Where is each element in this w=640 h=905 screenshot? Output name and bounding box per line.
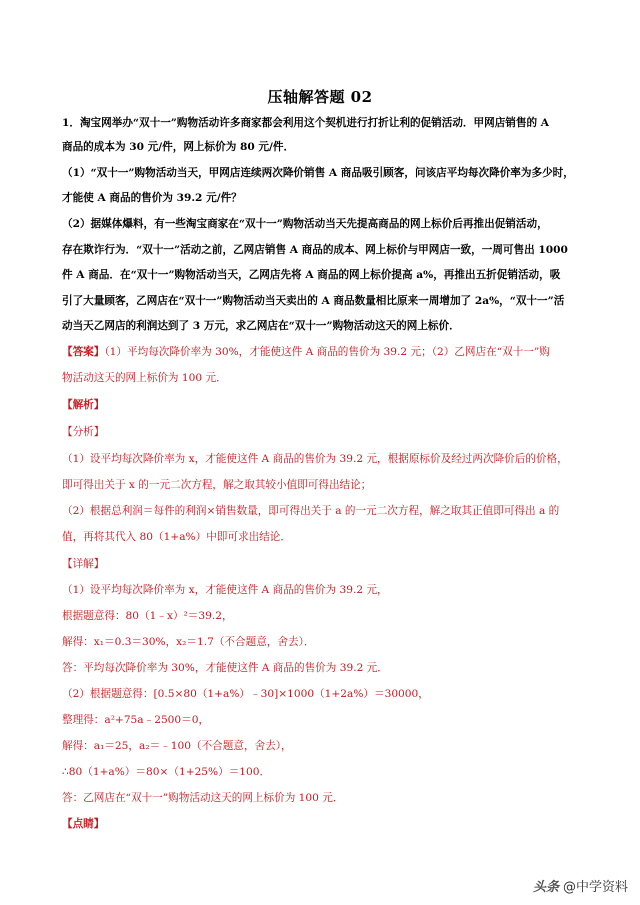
solution-line: （1）设平均每次降价率为 x，才能使这件 A 商品的售价为 39.2 元，: [62, 584, 388, 596]
page-title: 压轴解答题 02: [267, 88, 373, 106]
xiangjie-tag: 【详解】: [62, 558, 105, 570]
problem-line: 商品的成本为 30 元/件，网上标价为 80 元/件．: [62, 141, 295, 153]
problem-line: 件 A 商品．在“双十一”购物活动当天，乙网店先将 A 商品的网上标价提高 a%，再推出五折促销活动，吸: [62, 269, 561, 281]
solution-line: （2）根据题意得：[0.5×80（1+a%）﹣30]×1000（1+2a%）＝30000，: [62, 688, 429, 700]
problem-line: 1．淘宝网举办“双十一”购物活动许多商家都会利用这个契机进行打折让利的促销活动．甲网店销售的 A: [62, 117, 549, 129]
solution-line: 答：乙网店在“双十一”购物活动这天的网上标价为 100 元．: [62, 792, 344, 804]
problem-line: 动当天乙网店的利润达到了 3 万元，求乙网店在“双十一”购物活动这天的网上标价．: [62, 320, 460, 332]
fenxi-tag: 【分析】: [62, 426, 105, 438]
answer-tag: 【答案】: [62, 346, 105, 358]
problem-line: 存在欺诈行为．“双十一”活动之前，乙网店销售 A 商品的成本、网上标价与甲网店一致，一周可售出 1000: [62, 244, 568, 256]
dianjing-tag: 【点睛】: [62, 818, 105, 830]
solution-line: ∴80（1+a%）＝80×（1+25%）＝100．: [62, 766, 271, 778]
problem-line: （1）“双十一”购物活动当天，甲网店连续两次降价销售 A 商品吸引顾客，问该店平均每次降价率为多少时，: [62, 167, 574, 179]
analysis-line: （2）根据总利润＝每件的利润×销售数量，即可得出关于 a 的一元二次方程，解之取其正值即可得出 a 的: [62, 505, 560, 517]
solution-line: 根据题意得：80（1﹣x）²＝39.2，: [62, 610, 233, 622]
solution-line: 答：平均每次降价率为 30%，才能使这件 A 商品的售价为 39.2 元．: [62, 662, 388, 674]
analysis-line: （1）设平均每次降价率为 x，才能使这件 A 商品的售价为 39.2 元，根据原标价及经过两次降价后的价格，: [62, 453, 568, 465]
solution-line: 解得：a₁＝25，a₂＝﹣100（不合题意，舍去），: [62, 740, 292, 752]
jiexi-tag: 【解析】: [62, 399, 105, 411]
problem-line: 才能使 A 商品的售价为 39.2 元/件？: [62, 192, 242, 204]
answer-text: （1）平均每次降价率为 30%，才能使这件 A 商品的售价为 39.2 元；（2）乙网店在“双十一”购: [104, 346, 550, 358]
toutiao-logo: 头条: [532, 880, 559, 895]
solution-line: 整理得：a²+75a﹣2500＝0，: [62, 714, 210, 726]
solution-line: 解得：x₁＝0.3＝30%，x₂＝1.7（不合题意，舍去）．: [62, 636, 315, 648]
watermark-text: @中学资料: [562, 880, 628, 895]
analysis-line: 即可得出关于 x 的一元二次方程，解之取其较小值即可得出结论；: [62, 479, 372, 491]
problem-line: 引了大量顾客，乙网店在“双十一”购物活动当天卖出的 A 商品数量相比原来一周增加了 2a%，“双十一”活: [62, 295, 565, 307]
problem-line: （2）据媒体爆料，有一些淘宝商家在“双十一”购物活动当天先提高商品的网上标价后再推出促销活动，: [62, 218, 548, 230]
watermark: [533, 876, 628, 895]
answer-block: [62, 345, 602, 359]
answer-text: 物活动这天的网上标价为 100 元．: [62, 372, 227, 384]
analysis-line: 值，再将其代入 80（1+a%）中即可求出结论．: [62, 531, 291, 543]
